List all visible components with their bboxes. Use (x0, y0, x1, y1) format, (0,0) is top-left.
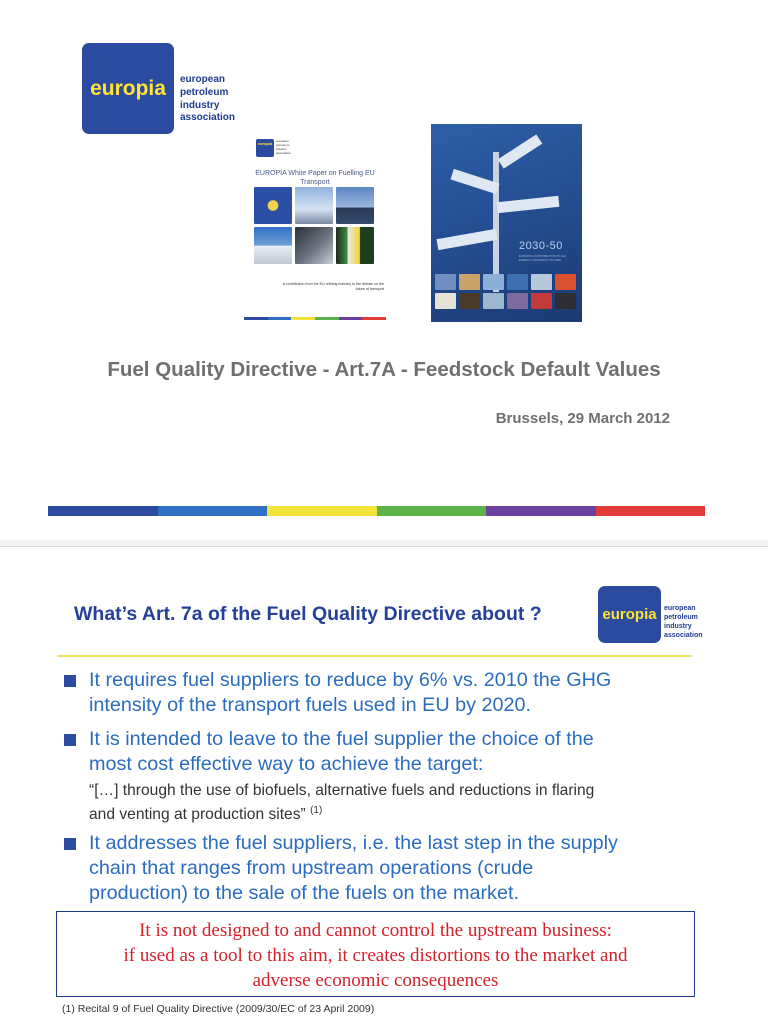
cover-photo-grid (254, 187, 374, 264)
title-rule (57, 655, 692, 657)
footnote: (1) Recital 9 of Fuel Quality Directive (2009/30/EC of 23 April 2009) (62, 1003, 375, 1015)
cover-thumbnail-strip (435, 274, 578, 309)
bullet-square (64, 838, 76, 850)
europia-logo (82, 43, 174, 134)
mini-logo: europia (256, 139, 274, 157)
bullet-square (64, 734, 76, 746)
rainbow-bar (48, 506, 705, 516)
cover-title: EUROPIA White Paper on Fuelling EU Transport (255, 170, 375, 186)
bullet-2: It is intended to leave to the fuel supplier the choice of the most cost effective way to achieve the target: (89, 728, 594, 775)
cover-years: 2030-50 (519, 240, 563, 252)
logo-tagline-small: european petroleum industry association (664, 605, 703, 639)
pathways-report-cover (431, 124, 582, 322)
slide-title: Fuel Quality Directive - Art.7A - Feedstock Default Values (107, 358, 661, 381)
mini-logo-tagline: european petroleum industry association (276, 139, 292, 155)
fuel-pump-photo (336, 227, 374, 264)
warning-callout: It is not designed to and cannot control the upstream business: if used as a tool to this aim, it creates distortions to the market and adverse economic consequences (56, 911, 695, 997)
bullet-3: It addresses the fuel suppliers, i.e. the last step in the supply chain that ranges from upstream operations (crude production) to the sale of the fuels on the market. (89, 832, 618, 904)
footnote-ref: (1) (310, 805, 323, 816)
signpost-arrow (497, 196, 560, 213)
slide-date: Brussels, 29 March 2012 (495, 410, 670, 427)
cover-years-subtitle: EUROPIA CONTRIBUTION TO EU ENERGY PATHWAYS TO 2050 (519, 254, 566, 263)
ship-photo (336, 187, 374, 224)
cover-color-bar (244, 317, 386, 320)
signpost-arrow (437, 229, 498, 250)
eu-flag-photo (254, 187, 292, 224)
signpost-pole (493, 152, 499, 292)
airplane-photo (295, 187, 333, 224)
signpost-arrow (498, 134, 543, 168)
bullet-square (64, 675, 76, 687)
slide2-title: What’s Art. 7a of the Fuel Quality Directive about ? (74, 603, 542, 625)
cover-subtitle: A contribution from the EU refining industry to the debate on the future of transport (282, 282, 384, 291)
truck-photo (254, 227, 292, 264)
directive-quote: “[…] through the use of biofuels, alternative fuels and reductions in flaring and venting at production sites” $^{(1)}$ (89, 782, 595, 824)
europia-logo-small: europia (598, 586, 661, 643)
logo-text: europia (90, 76, 166, 100)
logo-tagline: european petroleum industry association (180, 74, 236, 124)
car-photo (295, 227, 333, 264)
white-paper-cover (244, 135, 386, 321)
bullet-1: It requires fuel suppliers to reduce by 6% vs. 2010 the GHG intensity of the transport fuels used in EU by 2020. (89, 669, 612, 716)
